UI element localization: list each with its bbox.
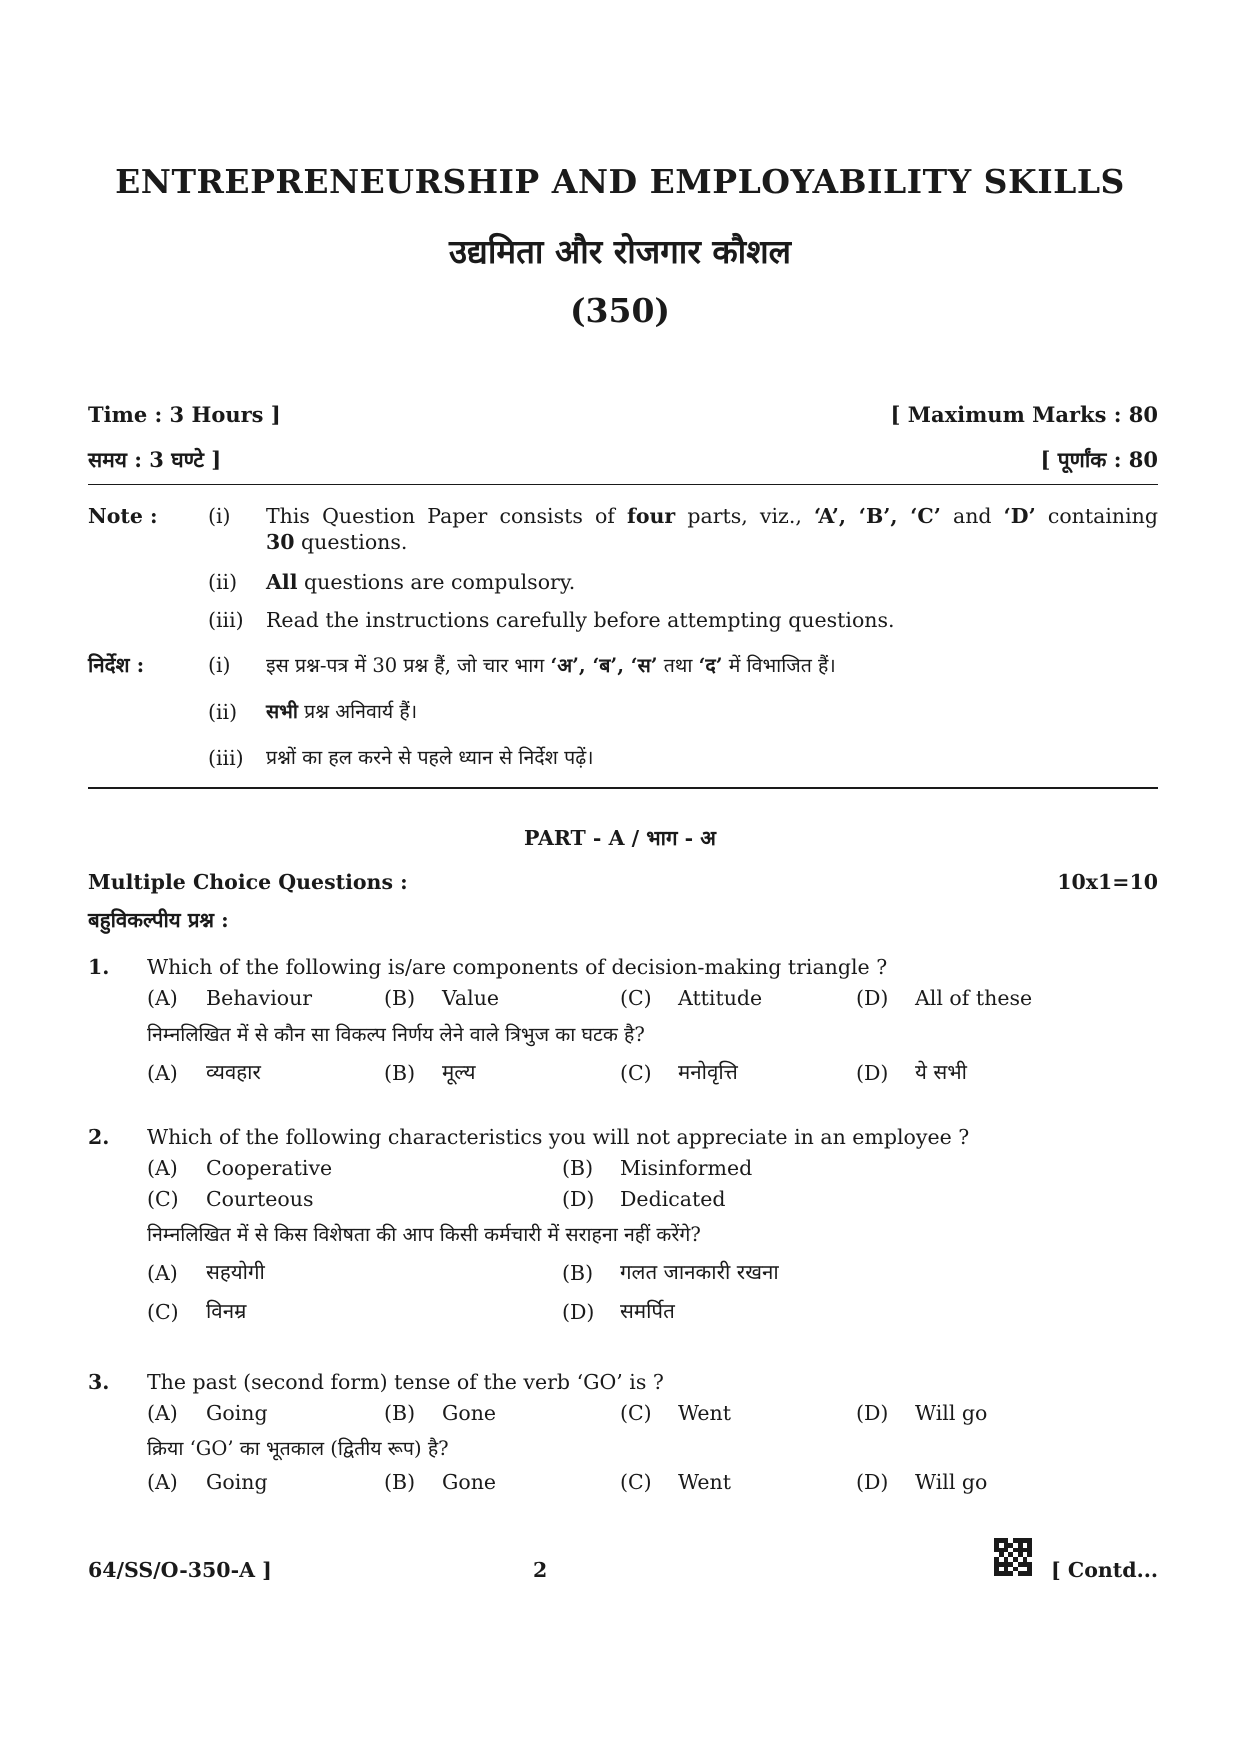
option-text: Cooperative xyxy=(206,1156,333,1180)
option-text: मूल्य xyxy=(442,1060,476,1084)
option-label: (C) xyxy=(620,1061,652,1085)
max-marks-english: [ Maximum Marks : 80 xyxy=(890,402,1158,427)
qr-code-icon xyxy=(994,1538,1032,1576)
note-hindi-item-2: सभी प्रश्न अनिवार्य हैं। xyxy=(266,700,418,723)
note-hindi-item-1: इस प्रश्न-पत्र में 30 प्रश्न हैं, जो चार भाग ‘अ’, ‘ब’, ‘स’ तथा ‘द’ में विभाजित हैं। xyxy=(266,654,836,677)
paper-title-hindi: उद्यमिता और रोजगार कौशल xyxy=(448,232,792,271)
question-2-text-english: Which of the following characteristics you will not appreciate in an employee ? xyxy=(147,1125,970,1149)
option-label: (D) xyxy=(856,1061,889,1085)
mcq-marks: 10x1=10 xyxy=(1057,870,1158,894)
option-text: Behaviour xyxy=(206,986,313,1010)
option-text: ये सभी xyxy=(915,1060,967,1084)
option-label: (A) xyxy=(147,986,178,1010)
option-label: (B) xyxy=(562,1261,594,1285)
note-num: (iii) xyxy=(208,608,244,632)
option-text: Will go xyxy=(915,1470,988,1494)
option-text: Went xyxy=(678,1401,731,1425)
note-num: (iii) xyxy=(208,746,244,770)
question-1-text-hindi: निम्नलिखित में से कौन सा विकल्प निर्णय लेने वाले त्रिभुज का घटक है? xyxy=(147,1023,645,1046)
subject-code: (350) xyxy=(569,291,671,330)
question-2-text-hindi: निम्नलिखित में से किस विशेषता की आप किसी कर्मचारी में सराहना नहीं करेंगे? xyxy=(147,1223,701,1246)
question-number: 1. xyxy=(88,955,110,979)
option-label: (B) xyxy=(384,1401,416,1425)
mcq-heading-english: Multiple Choice Questions : xyxy=(88,870,408,894)
note-hindi-item-3: प्रश्नों का हल करने से पहले ध्यान से निर्देश पढ़ें। xyxy=(266,746,594,769)
option-label: (A) xyxy=(147,1401,178,1425)
option-text: Attitude xyxy=(678,986,763,1010)
option-text: व्यवहार xyxy=(206,1060,261,1084)
option-label: (D) xyxy=(856,1401,889,1425)
mcq-heading-hindi: बहुविकल्पीय प्रश्न : xyxy=(88,908,229,932)
option-text: Value xyxy=(442,986,500,1010)
option-label: (C) xyxy=(620,1401,652,1425)
option-label: (D) xyxy=(562,1187,595,1211)
option-label: (A) xyxy=(147,1261,178,1285)
option-label: (A) xyxy=(147,1061,178,1085)
note-item-1-line-1: This Question Paper consists of four parts, viz., ‘A’, ‘B’, ‘C’ and ‘D’ containing xyxy=(266,504,1158,528)
option-text: Going xyxy=(206,1401,268,1425)
note-item-3: Read the instructions carefully before attempting questions. xyxy=(266,608,895,632)
part-heading: PART - A / भाग - अ xyxy=(524,826,716,850)
option-label: (B) xyxy=(384,1061,416,1085)
max-marks-hindi: [ पूर्णांक : 80 xyxy=(1040,447,1158,472)
option-text: Dedicated xyxy=(620,1187,726,1211)
option-text: Going xyxy=(206,1470,268,1494)
option-text: समर्पित xyxy=(620,1299,675,1323)
continued-marker: [ Contd... xyxy=(1051,1558,1158,1582)
option-label: (B) xyxy=(384,1470,416,1494)
option-label: (C) xyxy=(147,1300,179,1324)
option-text: Went xyxy=(678,1470,731,1494)
note-label-english: Note : xyxy=(88,504,158,528)
divider-notes xyxy=(88,787,1158,789)
question-number: 2. xyxy=(88,1125,110,1149)
note-num: (ii) xyxy=(208,570,238,594)
note-item-1-line-2: 30 questions. xyxy=(266,530,408,554)
option-text: मनोवृत्ति xyxy=(678,1060,738,1084)
option-text: गलत जानकारी रखना xyxy=(620,1260,779,1284)
option-text: Will go xyxy=(915,1401,988,1425)
note-num: (i) xyxy=(208,504,231,528)
time-hindi: समय : 3 घण्टे ] xyxy=(88,447,222,472)
time-english: Time : 3 Hours ] xyxy=(88,402,281,427)
option-label: (A) xyxy=(147,1156,178,1180)
option-label: (C) xyxy=(620,1470,652,1494)
option-label: (A) xyxy=(147,1470,178,1494)
note-num: (i) xyxy=(208,653,231,677)
paper-title-english: ENTREPRENEURSHIP AND EMPLOYABILITY SKILLS xyxy=(115,162,1125,201)
question-number: 3. xyxy=(88,1370,110,1394)
option-label: (D) xyxy=(856,986,889,1010)
option-text: सहयोगी xyxy=(206,1260,265,1284)
option-label: (C) xyxy=(147,1187,179,1211)
option-label: (C) xyxy=(620,986,652,1010)
option-text: Gone xyxy=(442,1470,497,1494)
option-label: (D) xyxy=(856,1470,889,1494)
note-num: (ii) xyxy=(208,700,238,724)
question-3-text-hindi: क्रिया ‘GO’ का भूतकाल (द्वितीय रूप) है? xyxy=(147,1437,449,1460)
option-text: Misinformed xyxy=(620,1156,753,1180)
option-text: Gone xyxy=(442,1401,497,1425)
question-1-text-english: Which of the following is/are components of decision-making triangle ? xyxy=(147,955,888,979)
option-label: (D) xyxy=(562,1300,595,1324)
option-text: All of these xyxy=(915,986,1033,1010)
question-3-text-english: The past (second form) tense of the verb ‘GO’ is ? xyxy=(147,1370,664,1394)
note-item-2: All questions are compulsory. xyxy=(266,570,576,594)
option-text: विनम्र xyxy=(206,1299,247,1323)
option-label: (B) xyxy=(384,986,416,1010)
option-label: (B) xyxy=(562,1156,594,1180)
option-text: Courteous xyxy=(206,1187,314,1211)
page-number: 2 xyxy=(533,1558,548,1582)
note-label-hindi: निर्देश : xyxy=(88,653,145,677)
divider-top xyxy=(88,484,1158,485)
footer-paper-code: 64/SS/O-350-A ] xyxy=(88,1558,272,1582)
